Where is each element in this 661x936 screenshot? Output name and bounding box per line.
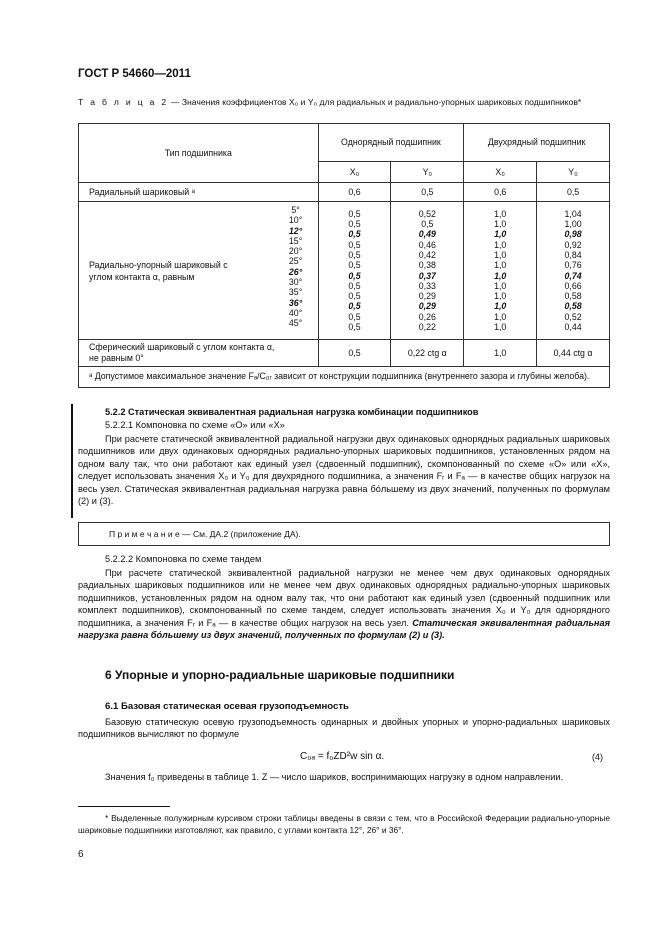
- angular-x1-value: 0,5: [348, 321, 361, 332]
- angular-y2-value: 1,00: [564, 219, 582, 230]
- angular-x1-value: 0,5: [348, 239, 361, 250]
- angular-y1-value: 0,38: [418, 260, 436, 271]
- angular-angle-value: 15°: [288, 235, 303, 246]
- table-row-spherical: [79, 340, 610, 367]
- angular-angle-value: 26°: [288, 266, 303, 277]
- angular-x1-value: 0,5: [348, 291, 361, 302]
- angular-y1-value: 0,46: [418, 239, 436, 250]
- angular-label-line1: Радиально-упорный шариковый с: [89, 259, 228, 270]
- angular-angle-value: 20°: [288, 246, 303, 257]
- angular-angle-value: 30°: [288, 277, 303, 288]
- angular-x1-value: 0,5: [348, 229, 361, 240]
- header-bearing-type: Тип подшипника: [79, 124, 319, 183]
- row-label-spherical: [79, 340, 319, 367]
- angular-y2-value: 1,04: [564, 208, 582, 219]
- cell-value: 0,22 ctg α: [391, 340, 464, 367]
- document-header: ГОСТ Р 54660—2011: [78, 68, 191, 80]
- paragraph-61-values: Значения f₀ приведены в таблице 1. Z — число шариков, воспринимающих нагрузку в одном направлении.: [105, 772, 564, 782]
- angular-x1-value: 0,5: [348, 208, 361, 219]
- cell-value: 0,5: [537, 183, 610, 202]
- subheader-y0-single: Y₀: [391, 162, 464, 183]
- angular-x1-value: 0,5: [348, 311, 361, 322]
- y0-single-column: [391, 202, 464, 340]
- spherical-label-line2: не равным 0°: [89, 353, 144, 363]
- paragraph-61: Базовую статическую осевую грузоподъемность одинарных и двойных упорных и упорно-радиальных шариковых подшипников вычисляют по формуле: [78, 717, 610, 740]
- angular-y1-value: 0,22: [418, 321, 436, 332]
- section-5221-heading: 5.2.2.1 Компоновка по схеме «О» или «Х»: [105, 420, 285, 430]
- angular-y1-value: 0,29: [418, 301, 436, 312]
- angular-angle-value: 25°: [288, 256, 303, 267]
- section-522-number: 5.2.2: [105, 407, 126, 417]
- angular-x2-value: 1,0: [494, 280, 507, 291]
- angular-y2-value: 0,58: [564, 301, 582, 312]
- table-row-radial: [79, 183, 610, 202]
- cell-value: 0,6: [464, 183, 537, 202]
- angular-y1-value: 0,29: [418, 291, 436, 302]
- angular-x2-value: 1,0: [494, 249, 507, 260]
- angular-y1-value: 0,5: [421, 219, 434, 230]
- angular-x2-value: 1,0: [494, 291, 507, 302]
- x0-single-column: [318, 202, 391, 340]
- angular-angle-value: 45°: [288, 318, 303, 329]
- angular-x2-value: 1,0: [494, 229, 507, 240]
- angular-angle-value: 36°: [288, 297, 303, 308]
- angular-y1-value: 0,33: [418, 280, 436, 291]
- header-double-row: Двухрядный подшипник: [464, 124, 610, 162]
- angular-angle-value: 5°: [291, 205, 300, 215]
- formula-4: C₀ₐ = f₀ZD²w sin α.: [300, 751, 385, 762]
- paragraph-5221: При расчете статической эквивалентной радиальной нагрузки двух одинаковых однорядных радиальных шариковых подшипников или двух одинаковых однорядных радиально-упорных шариковых подшипников, установленных рядом на одном валу так, что они работают как единый узел (сдвоенный подшипник), скомпонованный по схеме «О» или «Х», следует использовать значения X₀ и Y₀ для двухрядного подшипника, а значения Fᵣ и Fₐ — в качестве общих нагрузок на весь узел. Статическая эквивалентная радиальная нагрузка равна бо́льшему из двух значений, полученных по формулам (2) и (3).: [78, 434, 610, 507]
- cell-value: 0,5: [318, 340, 391, 367]
- cell-value: 0,6: [318, 183, 391, 202]
- angular-angle-value: 10°: [288, 215, 303, 226]
- angular-y2-value: 0,76: [564, 260, 582, 271]
- angular-x1-value: 0,5: [348, 249, 361, 260]
- subheader-x0-double: X₀: [464, 162, 537, 183]
- angular-y2-value: 0,44: [564, 321, 582, 332]
- angular-x2-value: 1,0: [494, 260, 507, 271]
- paragraph-5222-text: При расчете статической эквивалентной радиальной нагрузки не менее чем двух одинаковых однорядных радиальных шариковых подшипников или не менее чем двух одинаковых однорядных радиально-упорных шариковых подшипников, установленных рядом на одном валу так, что они работают как единый узел (сдвоенный подшипник или комплект подшипников), скомпонованный по схеме тандем, следует использовать значения X₀ и Y₀ для однорядного подшипника, а значения Fᵣ и Fₐ — в качестве общих нагрузок на весь узел.: [78, 568, 610, 628]
- section-6-title: 6 Упорные и упорно-радиальные шариковые подшипники: [105, 668, 455, 682]
- angular-y2-value: 0,74: [564, 270, 582, 281]
- header-single-row: Однорядный подшипник: [318, 124, 464, 162]
- y0-double-column: [537, 202, 610, 340]
- table-caption-text: — Значения коэффициентов X₀ и Y₀ для радиальных и радиально-упорных шариковых подшипников*: [168, 97, 582, 107]
- note-box: П р и м е ч а н и е — См. ДА.2 (приложение ДА).: [78, 522, 610, 546]
- angular-angle-value: 40°: [288, 307, 303, 318]
- angular-x2-value: 1,0: [494, 311, 507, 322]
- cell-value: 0,5: [391, 183, 464, 202]
- angular-x2-value: 1,0: [494, 219, 507, 230]
- angular-y1-value: 0,52: [418, 208, 436, 219]
- angular-x2-value: 1,0: [494, 301, 507, 312]
- section-5222-heading: 5.2.2.2 Компоновка по схеме тандем: [105, 554, 262, 564]
- angular-y1-value: 0,37: [418, 270, 436, 281]
- angular-x2-value: 1,0: [494, 321, 507, 332]
- table-caption: [78, 96, 608, 108]
- angular-x1-value: 0,5: [348, 260, 361, 271]
- paragraph-5222-bold: Статическая эквивалентная радиальная нагрузка равна бо́льшему из двух значений, полученных по формулам (2) и (3).: [78, 617, 610, 641]
- table-row-angular: [79, 202, 610, 340]
- angle-column: [274, 202, 318, 339]
- angular-label-line2: углом контакта α, равным: [89, 271, 195, 282]
- cell-value: 0,44 ctg α: [537, 340, 610, 367]
- table-caption-label: Т а б л и ц а 2: [78, 97, 169, 107]
- paragraph-5222: [78, 567, 610, 641]
- angular-x1-value: 0,5: [348, 280, 361, 291]
- table-footnote-row: [79, 367, 610, 388]
- angular-y2-value: 0,66: [564, 280, 582, 291]
- section-522-heading: [78, 406, 610, 418]
- angular-y2-value: 0,98: [564, 229, 582, 240]
- coefficient-table: [78, 123, 610, 388]
- angular-y1-value: 0,49: [418, 229, 436, 240]
- angular-x2-value: 1,0: [494, 270, 507, 281]
- angular-y2-value: 0,58: [564, 291, 582, 302]
- angular-x2-value: 1,0: [494, 239, 507, 250]
- angular-y2-value: 0,52: [564, 311, 582, 322]
- subheader-x0-single: X₀: [318, 162, 391, 183]
- cell-value: 1,0: [464, 340, 537, 367]
- footnote-divider: [78, 806, 170, 807]
- angular-x1-value: 0,5: [348, 270, 361, 281]
- page-footnote: * Выделенные полужирным курсивом строки таблицы введены в связи с тем, что в Российской Федерации радиально-упорные шариковые подшипники изготовляют, как правило, с углами контакта 12°, 26° и 36°.: [78, 813, 610, 835]
- table-footnote: ᵃ Допустимое максимальное значение Fₐ/C₀ᵣ зависит от конструкции подшипника (внутреннего зазора и глубины желоба).: [79, 367, 610, 388]
- subheader-y0-double: Y₀: [537, 162, 610, 183]
- angular-x1-value: 0,5: [348, 219, 361, 230]
- row-label-angular: [79, 202, 319, 340]
- angular-y1-value: 0,26: [418, 311, 436, 322]
- angular-y2-value: 0,84: [564, 249, 582, 260]
- section-61-title: 6.1 Базовая статическая осевая грузоподъемность: [105, 701, 349, 712]
- change-marker: [71, 404, 73, 518]
- page-number: 6: [78, 849, 84, 860]
- angular-x1-value: 0,5: [348, 301, 361, 312]
- angular-y1-value: 0,42: [418, 249, 436, 260]
- x0-double-column: [464, 202, 537, 340]
- angular-angle-value: 35°: [288, 287, 303, 298]
- row-label-radial: Радиальный шариковый ᵃ: [79, 183, 319, 202]
- angular-angle-value: 12°: [288, 225, 303, 236]
- section-522-title: Статическая эквивалентная радиальная нагрузка комбинации подшипников: [128, 407, 479, 417]
- angular-x2-value: 1,0: [494, 208, 507, 219]
- angular-y2-value: 0,92: [564, 239, 582, 250]
- formula-4-number: (4): [592, 752, 603, 762]
- spherical-label-line1: Сферический шариковый с углом контакта α,: [89, 342, 275, 352]
